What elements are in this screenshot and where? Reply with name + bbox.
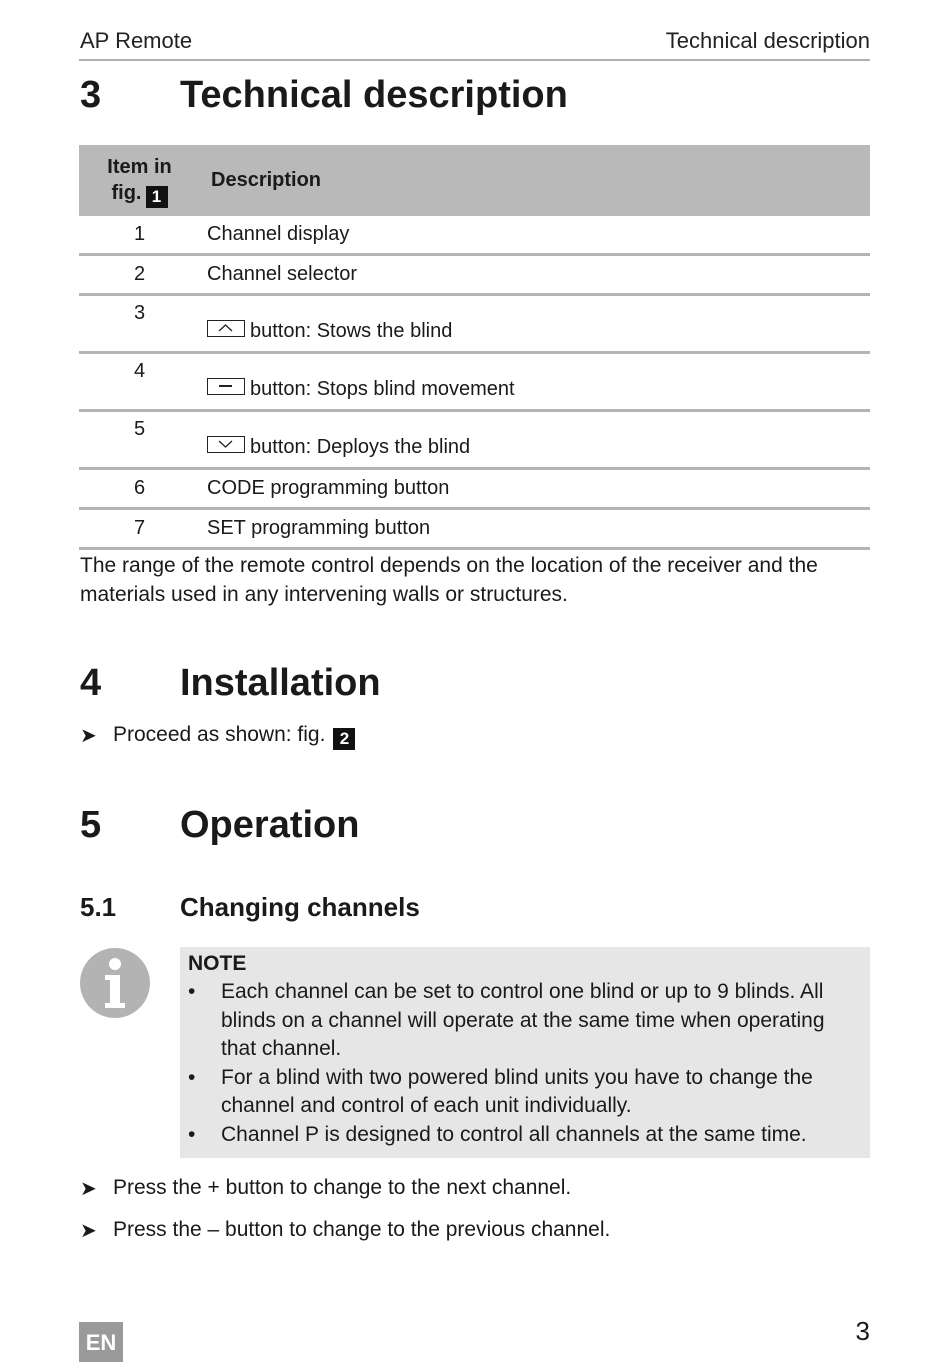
bullet-icon: • <box>188 1065 196 1089</box>
section-title: Installation <box>180 662 381 704</box>
stop-key-icon <box>207 378 245 395</box>
note-item-text: For a blind with two powered blind units you have to change the channel and control of each unit individually. <box>221 1065 813 1117</box>
column-header-item <box>79 145 200 216</box>
down-arrow-key-icon <box>207 436 245 453</box>
table-header-row <box>79 145 870 216</box>
list-item <box>180 978 850 1064</box>
column-header-description: Description <box>200 145 870 216</box>
section-number: 3 <box>80 74 102 116</box>
section-number: 4 <box>80 662 102 704</box>
list-item <box>180 1064 850 1121</box>
subsection-number: 5.1 <box>80 892 117 922</box>
list-item <box>180 1121 850 1150</box>
note-box <box>180 947 870 1158</box>
column-header-item-line1: Item in <box>107 155 172 178</box>
operation-step: Press the – button to change to the previous channel. <box>113 1218 611 1241</box>
table-cell-description <box>200 411 870 469</box>
row-description-text: button: Stows the blind <box>250 320 453 342</box>
table-cell-item: 6 <box>79 469 200 509</box>
installation-step <box>113 723 355 750</box>
section-number: 5 <box>80 804 102 846</box>
operation-step: Press the + button to change to the next channel. <box>113 1176 572 1199</box>
table-cell-description: SET programming button <box>200 509 870 549</box>
table-cell-description: Channel selector <box>200 255 870 295</box>
table-row <box>79 353 870 411</box>
step-arrow-icon: ➤ <box>80 1220 97 1242</box>
section-title: Technical description <box>180 74 568 116</box>
up-arrow-key-icon <box>207 320 245 337</box>
bullet-icon: • <box>188 1122 196 1146</box>
table-row <box>79 411 870 469</box>
technical-description-table <box>79 145 870 550</box>
info-icon <box>79 947 151 1019</box>
note-item-text: Channel P is designed to control all channels at the same time. <box>221 1122 807 1146</box>
table-cell-item: 2 <box>79 255 200 295</box>
table-cell-item: 4 <box>79 353 200 411</box>
subsection-title: Changing channels <box>180 892 420 922</box>
table-cell-description: Channel display <box>200 216 870 255</box>
table-row <box>79 509 870 549</box>
table-cell-item: 1 <box>79 216 200 255</box>
table-row <box>79 469 870 509</box>
section-title: Operation <box>180 804 360 846</box>
language-badge: EN <box>79 1322 123 1362</box>
note-title: NOTE <box>188 952 247 975</box>
installation-step-text: Proceed as shown: fig. <box>113 723 326 746</box>
table-cell-item: 3 <box>79 295 200 353</box>
step-arrow-icon: ➤ <box>80 725 97 747</box>
table-row <box>79 255 870 295</box>
figure-reference-badge: 1 <box>146 186 168 208</box>
row-description-text: button: Stops blind movement <box>250 378 515 400</box>
table-cell-description <box>200 353 870 411</box>
note-item-text: Each channel can be set to control one blind or up to 9 blinds. All blinds on a channel will operate at the same time when operating that channel. <box>221 980 825 1060</box>
page-number: 3 <box>855 1316 870 1346</box>
header-divider <box>79 59 870 61</box>
table-row <box>79 216 870 255</box>
table-cell-item: 7 <box>79 509 200 549</box>
table-row <box>79 295 870 353</box>
bullet-icon: • <box>188 980 196 1003</box>
row-description-text: button: Deploys the blind <box>250 436 471 458</box>
running-header-left: AP Remote <box>80 28 193 53</box>
column-header-item-line2: fig. <box>111 181 142 204</box>
table-cell-item: 5 <box>79 411 200 469</box>
table-cell-description <box>200 295 870 353</box>
figure-reference-badge: 2 <box>333 728 355 750</box>
running-header-right: Technical description <box>665 28 870 53</box>
table-cell-description: CODE programming button <box>200 469 870 509</box>
note-list <box>180 978 850 1149</box>
step-arrow-icon: ➤ <box>80 1178 97 1200</box>
range-paragraph: The range of the remote control depends on the location of the receiver and the materials used in any intervening walls or structures. <box>80 554 818 606</box>
